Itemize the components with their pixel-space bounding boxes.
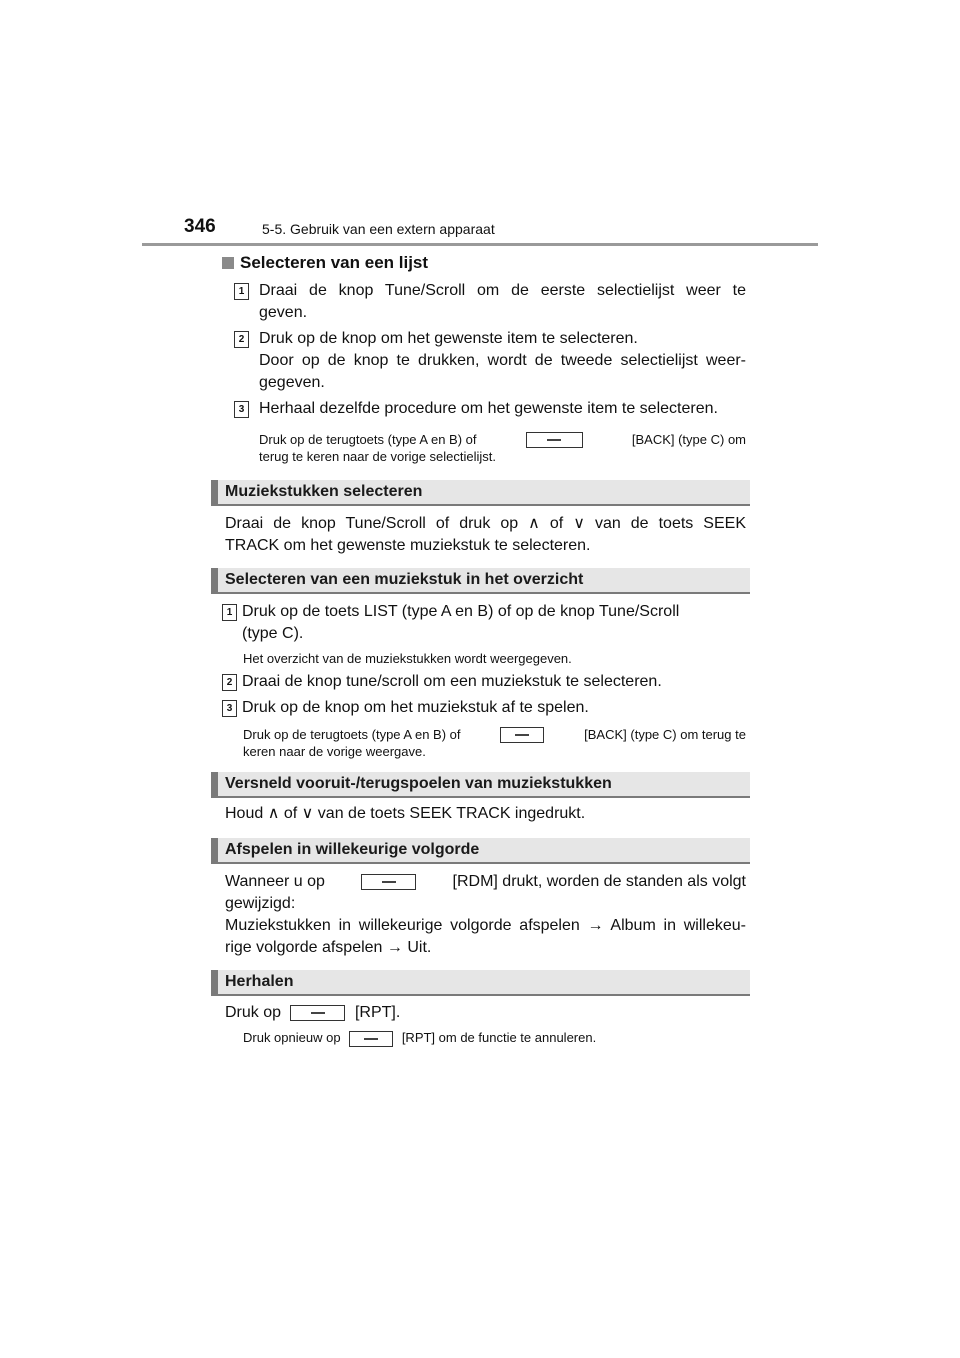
overview-note-1: Het overzicht van de muziekstukken wordt weergegeven. (243, 651, 572, 666)
overview-step-2: 2 Draai de knop tune/scroll om een muziekstuk te selecteren. (222, 671, 746, 693)
overview-note-2: Druk op de terugtoets (type A en B) of [BACK] (type C) om terug te keren naar de vorige weergave. (243, 727, 746, 759)
fast-forward-text: Houd ∧ of ∨ van de toets SEEK TRACK ingedrukt. (225, 805, 586, 822)
rpt-button-icon (290, 1005, 345, 1021)
back-button-icon (500, 727, 544, 743)
rpt-button-icon (349, 1031, 393, 1047)
overview-step-3: 3 Druk op de knop om het muziekstuk af te spelen. (222, 697, 746, 719)
section-title: 5-5. Gebruik van een extern apparaat (262, 221, 495, 237)
section-bar-overview: Selecteren van een muziekstuk in het overzicht (211, 568, 750, 594)
header-divider (142, 243, 818, 246)
square-bullet-icon (222, 257, 234, 269)
list-note: Druk op de terugtoets (type A en B) of [BACK] (type C) om terug te keren naar de vorige selectielijst. (259, 432, 746, 464)
list-selection-heading: Selecteren van een lijst (222, 253, 428, 273)
section-bar-random: Afspelen in willekeurige volgorde (211, 838, 750, 864)
page-number: 346 (184, 216, 216, 237)
section-bar-repeat: Herhalen (211, 970, 750, 996)
section-bar-fast-forward: Versneld vooruit-/terugspoelen van muziekstukken (211, 772, 750, 798)
list-step-2: 2 Druk op de knop om het gewenste item te selecteren. Door op de knop te drukken, wordt de tweede selectielijst weer- gegeven. (222, 328, 746, 394)
back-button-icon (526, 432, 583, 448)
repeat-text: Druk op [RPT]. (225, 1004, 401, 1021)
repeat-note: Druk opnieuw op [RPT] om de functie te annuleren. (243, 1030, 597, 1045)
list-step-1: 1 Draai de knop Tune/Scroll om de eerste selectielijst weer te geven. (222, 280, 746, 324)
music-select-text: Draai de knop Tune/Scroll of druk op ∧ of ∨ van de toets SEEK TRACK om het gewenste muziekstuk te selecteren. (225, 515, 746, 554)
rdm-button-icon (361, 874, 416, 890)
random-text: Wanneer u op [RDM] drukt, worden de standen als volgt gewijzigd: Muziekstukken in willekeurige volgorde afspelen → Album in willekeu- rige volgorde afspelen → Uit. (225, 873, 746, 956)
list-step-3: 3 Herhaal dezelfde procedure om het gewenste item te selecteren. (222, 398, 746, 420)
overview-step-1: 1 Druk op de toets LIST (type A en B) of op de knop Tune/Scroll (type C). (222, 601, 746, 645)
section-bar-music-select: Muziekstukken selecteren (211, 480, 750, 506)
